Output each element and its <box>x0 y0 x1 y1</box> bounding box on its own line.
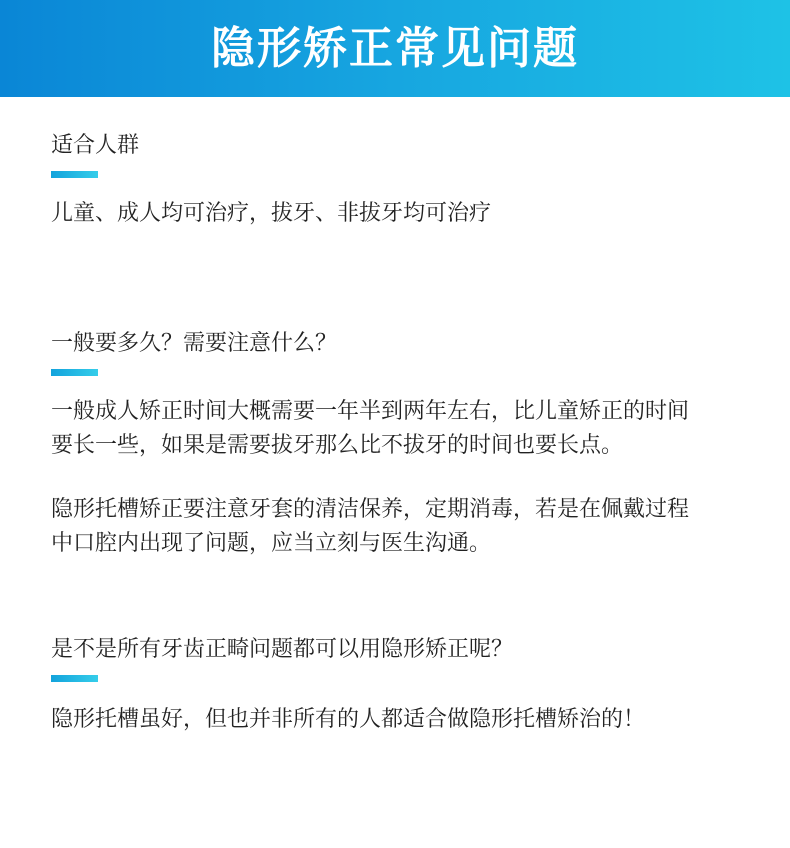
section-title: 适合人群 <box>51 133 140 158</box>
page-title: 隐形矫正常见问题 <box>211 22 579 74</box>
section-paragraph: 儿童、成人均可治疗，拔牙、非拔牙均可治疗 <box>51 201 492 226</box>
section-paragraph: 一般成人矫正时间大概需要一年半到两年左右，比儿童矫正的时间 要长一些，如果是需要拔牙那么比不拔牙的时间也要长点。 <box>51 399 690 458</box>
faq-section-duration <box>51 329 751 556</box>
page-header <box>0 0 790 97</box>
section-title: 是不是所有牙齿正畸问题都可以用隐形矫正呢？ <box>51 637 514 662</box>
accent-bar <box>51 369 98 376</box>
section-paragraph: 隐形托槽虽好，但也并非所有的人都适合做隐形托槽矫治的！ <box>51 707 646 732</box>
faq-section-suitability <box>51 635 751 732</box>
accent-bar <box>51 171 98 178</box>
faq-section-target-group <box>51 131 751 226</box>
section-title: 一般要多久？需要注意什么？ <box>51 331 338 356</box>
accent-bar <box>51 675 98 682</box>
section-paragraph: 隐形托槽矫正要注意牙套的清洁保养，定期消毒，若是在佩戴过程 中口腔内出现了问题，应当立刻与医生沟通。 <box>51 497 690 556</box>
